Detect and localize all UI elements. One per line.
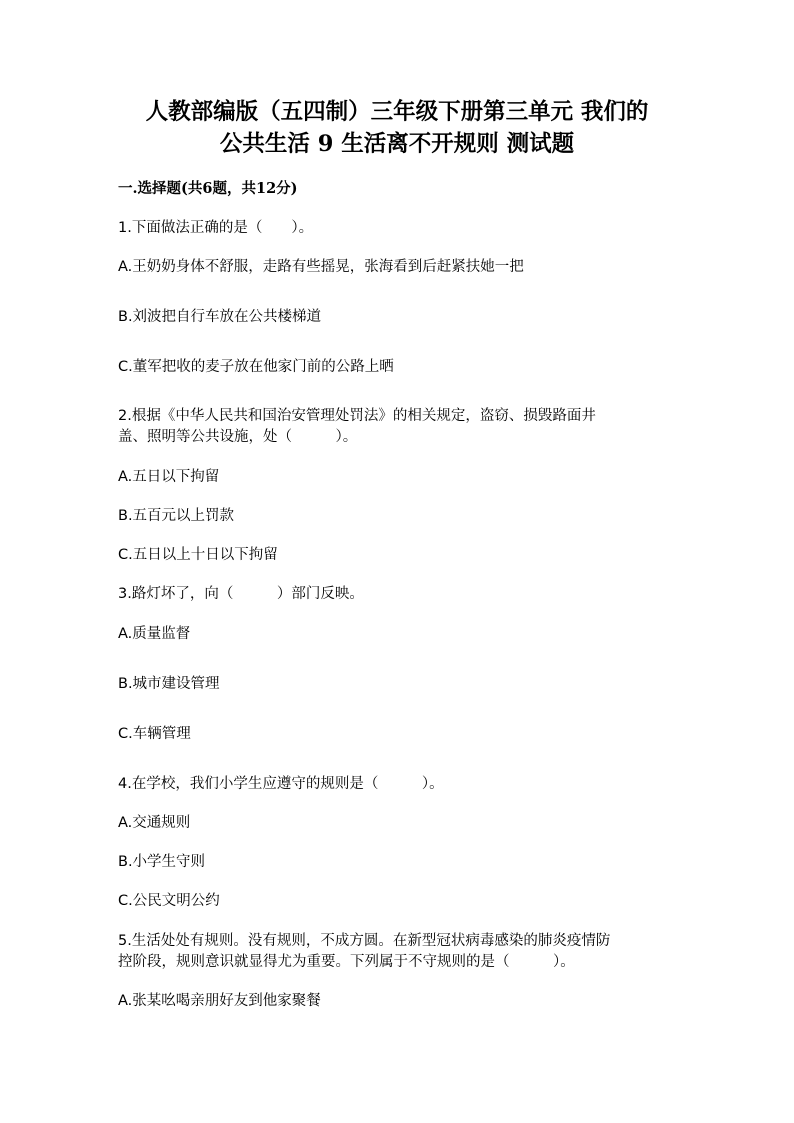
question-3-option-a: A.质量监督: [118, 626, 191, 642]
question-3-stem: 3.路灯坏了，向（ ）部门反映。: [118, 586, 364, 602]
question-2-option-c: C.五日以上十日以下拘留: [118, 547, 278, 563]
question-2-option-a: A.五日以下拘留: [118, 469, 220, 485]
question-2-stem-line-1: 2.根据《中华人民共和国治安管理处罚法》的相关规定，盗窃、损毁路面井: [118, 408, 596, 424]
question-1-option-c: C.董军把收的麦子放在他家门前的公路上晒: [118, 359, 394, 375]
question-4-option-a: A.交通规则: [118, 815, 191, 831]
question-1-option-a: A.王奶奶身体不舒服，走路有些摇晃，张海看到后赶紧扶她一把: [118, 259, 524, 275]
question-2-option-b: B.五百元以上罚款: [118, 508, 235, 524]
question-1-stem: 1.下面做法正确的是（ ）。: [118, 220, 314, 236]
question-5-stem-line-2: 控阶段，规则意识就显得尤为重要。下列属于不守规则的是（ ）。: [118, 954, 575, 970]
question-5-option-a: A.张某吆喝亲朋好友到他家聚餐: [118, 993, 321, 1009]
question-3-option-b: B.城市建设管理: [118, 676, 220, 692]
title-line-2: 公共生活 9 生活离不开规则 测试题: [219, 131, 575, 157]
question-4-stem: 4.在学校，我们小学生应遵守的规则是（ ）。: [118, 776, 444, 792]
question-5-stem-line-1: 5.生活处处有规则。没有规则，不成方圆。在新型冠状病毒感染的肺炎疫情防: [118, 933, 611, 949]
document-title: [0, 96, 794, 160]
question-4-option-c: C.公民文明公约: [118, 893, 220, 909]
question-4-option-b: B.小学生守则: [118, 854, 206, 870]
question-1-option-b: B.刘波把自行车放在公共楼梯道: [118, 309, 322, 325]
question-3-option-c: C.车辆管理: [118, 726, 191, 742]
question-2-stem-line-2: 盖、照明等公共设施，处（ ）。: [118, 429, 358, 445]
title-line-1: 人教部编版（五四制）三年级下册第三单元 我们的: [145, 99, 649, 125]
section-heading: 一.选择题(共6题，共12分): [118, 180, 298, 197]
